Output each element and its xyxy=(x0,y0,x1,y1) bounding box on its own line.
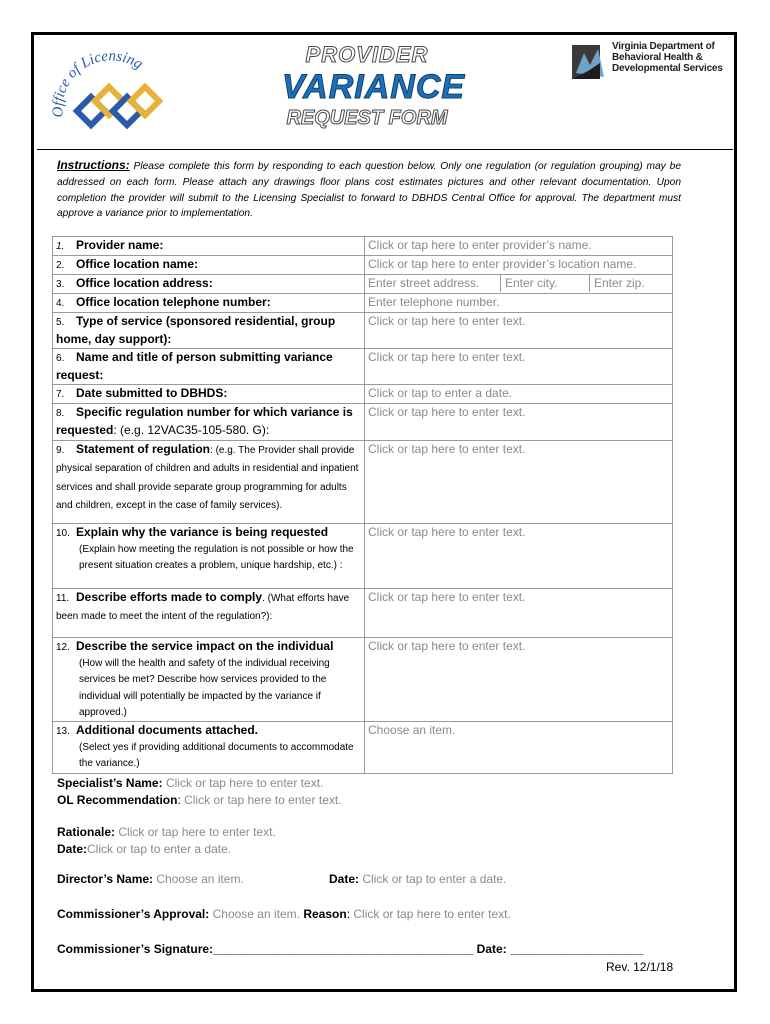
table-row xyxy=(53,441,673,524)
submitter-name-title-field[interactable]: Click or tap here to enter text. xyxy=(365,349,673,385)
regulation-number-label: Specific regulation number for which variance is requested xyxy=(56,405,353,437)
date-submitted-label: Date submitted to DBHDS: xyxy=(76,386,228,400)
rationale-field[interactable]: Click or tap here to enter text. xyxy=(118,825,276,839)
date-row xyxy=(57,841,231,858)
row-number: 5. xyxy=(56,317,65,328)
provider-name-field[interactable]: Click or tap here to enter provider’s name. xyxy=(365,237,673,256)
variance-reason-label: Explain why the variance is being requested xyxy=(76,525,329,539)
signature-line[interactable]: _______________________________________ xyxy=(213,942,474,956)
service-impact-field[interactable]: Click or tap here to enter text. xyxy=(365,638,673,722)
statement-of-regulation-label: Statement of regulation xyxy=(76,442,211,456)
variance-reason-hint: (Explain how meeting the regulation is not possible or how the present situation creates a problem, unique hardship, etc.) : xyxy=(79,544,354,572)
compliance-efforts-field[interactable]: Click or tap here to enter text. xyxy=(365,589,673,638)
director-date-label: Date: xyxy=(329,872,360,886)
title-provider: PROVIDER xyxy=(305,42,429,67)
compliance-efforts-label: Describe efforts made to comply xyxy=(76,590,263,604)
zip-field[interactable]: Enter zip. xyxy=(594,276,645,290)
row-number: 6. xyxy=(56,353,65,364)
office-of-licensing-logo xyxy=(41,39,171,139)
office-location-address-label: Office location address: xyxy=(76,276,213,290)
svg-text:Office of Licensing: Office of Licensing xyxy=(50,48,146,118)
ol-recommendation-field[interactable]: Click or tap here to enter text. xyxy=(184,793,342,807)
row-number: 9. xyxy=(56,445,65,456)
date-submitted-field[interactable]: Click or tap to enter a date. xyxy=(365,385,673,404)
revision-date: Rev. 12/1/18 xyxy=(606,960,674,974)
dbhds-logo-icon xyxy=(570,43,608,83)
title-request-form: REQUEST FORM xyxy=(286,107,448,129)
telephone-label: Office location telephone number: xyxy=(76,295,271,309)
row-number: 1. xyxy=(56,241,65,252)
reason-label: Reason xyxy=(303,907,347,921)
director-date-row xyxy=(329,871,506,888)
rationale-row xyxy=(57,824,276,841)
city-field[interactable]: Enter city. xyxy=(505,275,590,292)
type-of-service-label: Type of service (sponsored residential, group home, day support): xyxy=(56,314,336,346)
row-number: 11. xyxy=(56,593,70,604)
row-number: 13. xyxy=(56,726,70,738)
office-of-licensing-logo-icon xyxy=(41,39,171,139)
compliance-efforts-hint: . (What efforts have been made to meet the intent of the regulation?): xyxy=(56,593,350,623)
specialist-row xyxy=(57,775,323,792)
table-row xyxy=(53,404,673,441)
date-field[interactable]: Click or tap to enter a date. xyxy=(87,842,232,856)
table-row xyxy=(53,589,673,638)
table-row xyxy=(53,638,673,722)
office-location-name-label: Office location name: xyxy=(76,257,199,271)
dbhds-logo xyxy=(570,41,730,91)
table-row xyxy=(53,294,673,313)
commissioner-approval-row: Commissioner’s Approval: Choose an item. Reason: Click or tap here to enter text. xyxy=(57,907,511,921)
instructions-text: Please complete this form by responding to each question below. Only one regulation (or regulation grouping) may be addressed on each form. Please attach any drawings floor plans cost estimates pictures and other relevant documentation. Upon completion the provider will submit to the Licensing Specialist to forward to DBHDS Central Office for approval. The department must approve a variance prior to implementation. xyxy=(57,161,681,220)
table-row xyxy=(53,237,673,256)
submitter-name-title-label: Name and title of person submitting variance request: xyxy=(56,350,333,382)
row-number: 3. xyxy=(56,279,65,290)
service-impact-hint: (How will the health and safety of the individual receiving services be met? Describe how services provided to the individual will potentially be impacted by the variance if approved.) xyxy=(79,658,330,718)
commissioner-signature-label: Commissioner’s Signature: xyxy=(57,942,214,956)
regulation-number-field[interactable]: Click or tap here to enter text. xyxy=(365,404,673,441)
table-row xyxy=(53,722,673,774)
agency-line-1: Virginia Department of xyxy=(612,41,715,52)
row-number: 8. xyxy=(56,408,65,419)
office-location-name-field[interactable]: Click or tap here to enter provider’s location name. xyxy=(365,256,673,275)
variance-reason-field[interactable]: Click or tap here to enter text. xyxy=(365,524,673,589)
table-row xyxy=(53,524,673,589)
instructions-label: Instructions: xyxy=(57,158,130,172)
director-date-field[interactable]: Click or tap to enter a date. xyxy=(362,872,507,886)
additional-documents-hint: (Select yes if providing additional documents to accommodate the variance.) xyxy=(79,742,354,770)
agency-line-3: Developmental Services xyxy=(612,63,723,74)
variance-form-table xyxy=(52,236,673,774)
table-row xyxy=(53,349,673,385)
commissioner-approval-label: Commissioner’s Approval: xyxy=(57,907,210,921)
date-label: Date: xyxy=(57,842,88,856)
director-row xyxy=(57,871,244,888)
statement-of-regulation-field[interactable]: Click or tap here to enter text. xyxy=(365,441,673,524)
signature-row xyxy=(57,941,644,958)
telephone-field[interactable]: Enter telephone number. xyxy=(365,294,673,313)
provider-name-label: Provider name: xyxy=(76,238,164,252)
regulation-number-example: : (e.g. 12VAC35-105-580. G): xyxy=(113,423,270,437)
ol-recommendation-label: OL Recommendation xyxy=(57,793,178,807)
street-address-field[interactable]: Enter street address. xyxy=(368,275,501,292)
form-title xyxy=(282,42,466,142)
rationale-label: Rationale: xyxy=(57,825,116,839)
type-of-service-field[interactable]: Click or tap here to enter text. xyxy=(365,313,673,349)
commissioner-approval-dropdown[interactable]: Choose an item. xyxy=(212,907,300,921)
statement-of-regulation-hint: : (e.g. The Provider shall provide physical separation of children and adults in residential and inpatient services and shall provide separate group programming for adults and children, except in the case of family services). xyxy=(56,445,359,511)
table-row xyxy=(53,385,673,404)
director-name-label: Director’s Name: xyxy=(57,872,154,886)
row-number: 12. xyxy=(56,642,70,653)
director-name-dropdown[interactable]: Choose an item. xyxy=(156,872,244,886)
table-row xyxy=(53,275,673,294)
row-number: 7. xyxy=(56,389,65,400)
row-number: 4. xyxy=(56,298,65,309)
row-number: 2. xyxy=(56,260,65,271)
service-impact-label: Describe the service impact on the individual xyxy=(76,639,334,653)
row-number: 10. xyxy=(56,528,70,539)
ol-recommendation-row: OL Recommendation: Click or tap here to enter text. xyxy=(57,793,342,807)
additional-documents-dropdown[interactable]: Choose an item. xyxy=(365,722,673,774)
signature-date-line[interactable]: ____________________ xyxy=(510,942,644,956)
specialist-name-field[interactable]: Click or tap here to enter text. xyxy=(165,776,324,790)
specialist-name-label: Specialist’s Name: xyxy=(57,776,163,790)
reason-field[interactable]: Click or tap here to enter text. xyxy=(353,907,511,921)
signature-date-label: Date: xyxy=(476,942,507,956)
agency-line-2: Behavioral Health & xyxy=(612,52,703,63)
title-variance: VARIANCE xyxy=(282,68,466,106)
additional-documents-label: Additional documents attached. xyxy=(76,723,259,738)
instructions xyxy=(57,158,681,222)
table-row xyxy=(53,256,673,275)
form-header xyxy=(37,37,733,150)
table-row xyxy=(53,313,673,349)
